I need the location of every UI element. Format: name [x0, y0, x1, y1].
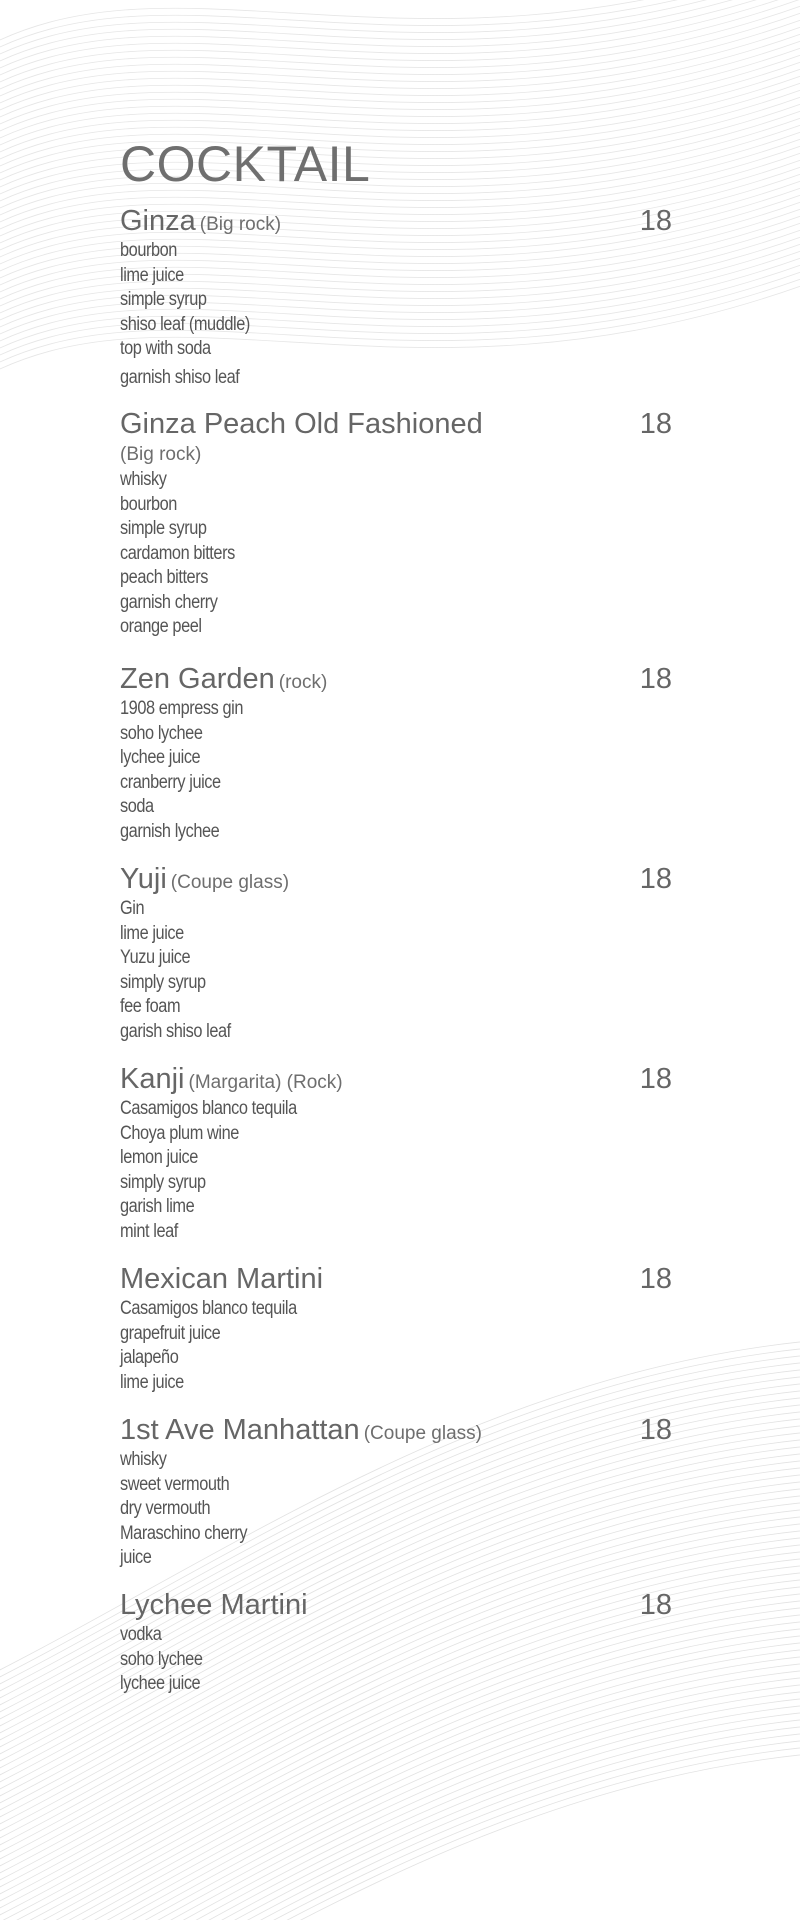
ingredient: lychee juice — [120, 1673, 201, 1694]
ingredient: cranberry juice — [120, 771, 221, 793]
ingredient: dry vermouth — [120, 1498, 211, 1519]
wave-line — [0, 48, 800, 148]
item-name: Lychee Martini — [120, 1589, 308, 1621]
ingredient: lemon juice — [120, 1147, 198, 1168]
ingredient: Choya plum wine — [120, 1122, 239, 1144]
wave-line — [0, 1529, 800, 1869]
ingredient: 1908 empress gin — [120, 698, 244, 719]
ingredient: simply syrup — [120, 1171, 206, 1193]
wave-line — [0, 1704, 800, 1920]
item-price: 18 — [639, 1263, 672, 1295]
ingredient-list — [120, 468, 672, 640]
wave-line — [0, 20, 800, 120]
menu-item-yuji — [120, 861, 672, 1044]
ingredient: garnish lychee — [120, 820, 220, 842]
ingredient: garnish cherry — [120, 591, 218, 613]
ingredient: lime juice — [120, 922, 184, 944]
item-heading — [120, 1061, 672, 1097]
item-name: Ginza Peach Old Fashioned — [120, 408, 483, 440]
ingredient: jalapeño — [120, 1347, 179, 1368]
item-price: 18 — [639, 1414, 672, 1446]
item-heading — [120, 1587, 672, 1623]
item-heading — [120, 203, 672, 239]
menu-item-kanji — [120, 1061, 672, 1244]
menu-item-lychee-martini — [120, 1587, 672, 1697]
ingredient-list — [120, 1448, 672, 1571]
ingredient: shiso leaf (muddle) — [120, 313, 250, 335]
item-name: Yuji — [120, 863, 167, 895]
item-heading — [120, 1412, 672, 1448]
menu-title: COCKTAIL — [120, 136, 371, 192]
ingredient-list — [120, 1623, 672, 1697]
ingredient: whisky — [120, 469, 167, 490]
item-glass-note: (Coupe glass) — [170, 872, 290, 893]
item-price: 18 — [639, 205, 672, 237]
wave-line — [0, 0, 800, 99]
ingredient: garnish shiso leaf — [120, 366, 240, 388]
wave-line — [0, 41, 800, 141]
menu-item-1st-ave-manhattan — [120, 1412, 672, 1571]
ingredient-list — [120, 1097, 672, 1244]
item-price: 18 — [639, 1063, 672, 1095]
ingredient: grapefruit juice — [120, 1322, 221, 1344]
item-heading — [120, 661, 672, 697]
item-glass-note: (Margarita) (Rock) — [188, 1072, 343, 1093]
item-name: 1st Ave Manhattan — [120, 1414, 360, 1446]
wave-line — [0, 1718, 800, 1920]
ingredient: simply syrup — [120, 971, 206, 993]
ingredient: Casamigos blanco tequila — [120, 1098, 297, 1119]
ingredient: peach bitters — [120, 567, 208, 588]
item-heading — [120, 861, 672, 897]
ingredient: soho lychee — [120, 722, 203, 744]
item-heading — [120, 1261, 672, 1297]
wave-line — [0, 6, 800, 106]
ingredient: simple syrup — [120, 289, 207, 310]
item-price: 18 — [639, 663, 672, 695]
ingredient: lychee juice — [120, 747, 201, 768]
item-name: Mexican Martini — [120, 1263, 324, 1295]
item-glass-note: (Big rock) — [199, 214, 282, 235]
ingredient: mint leaf — [120, 1220, 178, 1242]
item-name: Ginza — [120, 205, 196, 237]
menu-item-zen-garden — [120, 661, 672, 844]
ingredient-list — [120, 239, 672, 390]
ingredient: sweet vermouth — [120, 1473, 230, 1495]
wave-line — [0, 1746, 800, 1920]
item-glass-note: (rock) — [278, 672, 328, 693]
ingredient: fee foam — [120, 996, 181, 1017]
wave-line — [0, 0, 800, 64]
ingredient: Maraschino cherry — [120, 1522, 248, 1544]
ingredient-list — [120, 697, 672, 844]
menu-item-mexican-martini — [120, 1261, 672, 1395]
item-heading — [120, 406, 672, 442]
ingredient: juice — [120, 1547, 152, 1568]
ingredient-list — [120, 897, 672, 1044]
ingredient: top with soda — [120, 338, 211, 359]
item-glass-note: (Coupe glass) — [363, 1423, 482, 1444]
item-glass-note: (Big rock) — [120, 444, 202, 465]
ingredient: lime juice — [120, 264, 184, 286]
ingredient: simple syrup — [120, 518, 207, 539]
ingredient: Gin — [120, 898, 145, 919]
item-price: 18 — [639, 863, 672, 895]
item-price: 18 — [639, 408, 672, 440]
wave-line — [0, 27, 800, 127]
ingredient: Yuzu juice — [120, 947, 191, 968]
ingredient: bourbon — [120, 493, 177, 515]
wave-line — [0, 13, 800, 113]
menu-item-ginza — [120, 203, 672, 390]
wave-line — [0, 34, 800, 134]
ingredient: Casamigos blanco tequila — [120, 1298, 297, 1319]
ingredient: garish shiso leaf — [120, 1020, 231, 1042]
ingredient: orange peel — [120, 616, 202, 637]
item-price: 18 — [639, 1589, 672, 1621]
wave-line — [0, 1662, 800, 1920]
menu-item-ginza-peach-old-fashioned — [120, 406, 672, 640]
ingredient: garish lime — [120, 1196, 195, 1217]
wave-line — [0, 1676, 800, 1920]
ingredient: whisky — [120, 1449, 167, 1470]
ingredient: lime juice — [120, 1371, 184, 1393]
ingredient: soda — [120, 796, 154, 817]
ingredient: bourbon — [120, 240, 177, 261]
ingredient-list — [120, 1297, 672, 1395]
item-name: Kanji — [120, 1063, 185, 1095]
ingredient: cardamon bitters — [120, 542, 235, 564]
ingredient: soho lychee — [120, 1648, 203, 1670]
ingredient: vodka — [120, 1624, 162, 1645]
item-name: Zen Garden — [120, 663, 275, 695]
